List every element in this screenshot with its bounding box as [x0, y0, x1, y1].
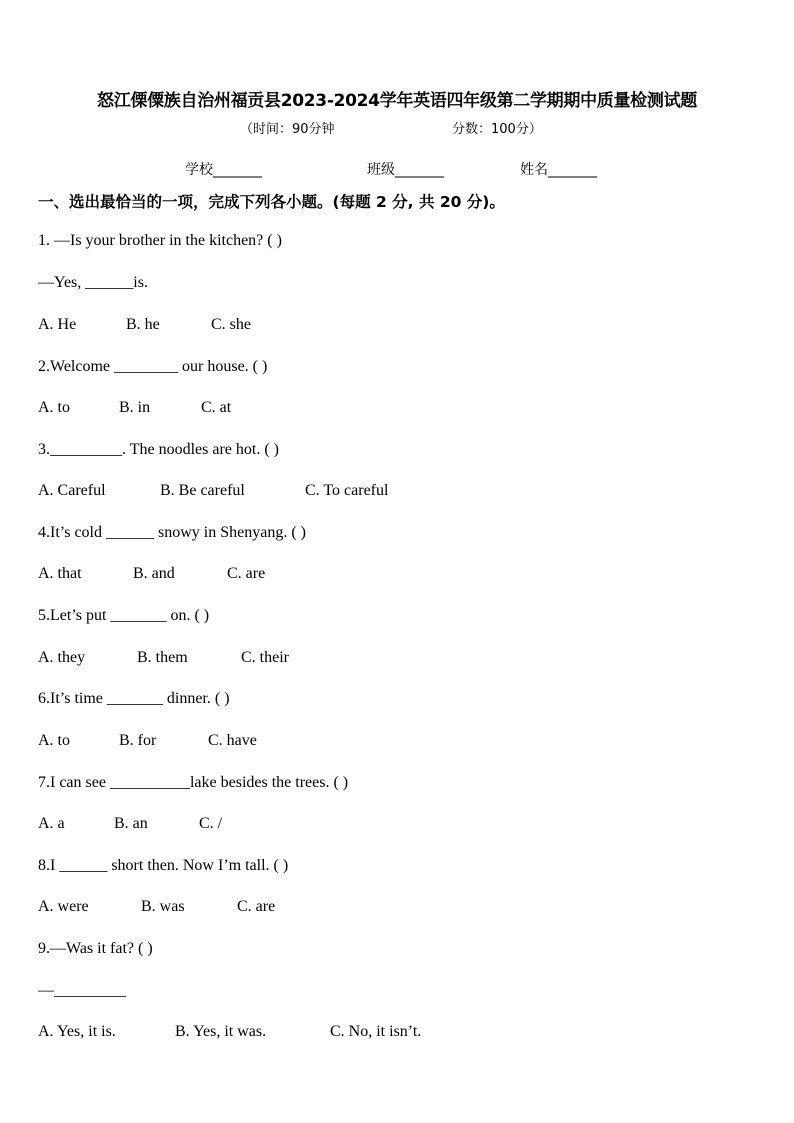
question-7-stem: 7.I can see __________lake besides the trees. ( ) [38, 774, 349, 791]
exam-score: 分数：100分） [452, 122, 542, 137]
option-b: B. was [141, 898, 185, 915]
option-b: B. for [119, 732, 157, 749]
question-2-stem: 2.Welcome ________ our house. ( ) [38, 358, 268, 375]
question-6-stem: 6.It’s time _______ dinner. ( ) [38, 690, 230, 707]
option-c: C. are [237, 898, 276, 915]
name-field: 姓名_______ [520, 162, 597, 178]
exam-title: 怒江傈僳族自治州福贡县2023-2024学年英语四年级第二学期期中质量检测试题 [97, 91, 697, 111]
option-c: C. To careful [305, 482, 389, 499]
question-2-options [38, 399, 231, 417]
option-b: B. in [119, 399, 151, 416]
option-b: B. Be careful [160, 482, 245, 499]
option-b: B. he [126, 316, 160, 333]
question-3-stem: 3._________. The noodles are hot. ( ) [38, 441, 279, 458]
question-5-stem: 5.Let’s put _______ on. ( ) [38, 607, 210, 624]
question-1-response: —Yes, ______is. [38, 274, 148, 291]
option-c: C. No, it isn’t. [330, 1023, 422, 1040]
question-9-options [38, 1023, 421, 1041]
option-a: A. a [38, 815, 65, 832]
question-8-options [38, 898, 275, 916]
question-4-stem: 4.It’s cold ______ snowy in Shenyang. ( ) [38, 524, 306, 541]
option-a: A. they [38, 649, 86, 666]
option-c: C. at [201, 399, 232, 416]
option-a: A. Careful [38, 482, 106, 499]
question-6-options [38, 732, 257, 750]
section-title: 一、选出最恰当的一项，完成下列各小题。(每题 2 分, 共 20 分)。 [38, 193, 505, 211]
option-a: A. Yes, it is. [38, 1023, 116, 1040]
exam-subtitle [0, 118, 794, 138]
option-b: B. and [133, 565, 175, 582]
question-7-options [38, 815, 222, 833]
question-5-options [38, 649, 289, 667]
question-1-options [38, 316, 251, 334]
question-3-options [38, 482, 388, 500]
exam-time: （时间：90分钟 [240, 122, 335, 137]
student-info [0, 159, 794, 181]
option-b: B. an [114, 815, 148, 832]
question-1-stem: 1. —Is your brother in the kitchen? ( ) [38, 232, 282, 249]
option-a: A. were [38, 898, 89, 915]
question-8-stem: 8.I ______ short then. Now I’m tall. ( ) [38, 857, 289, 874]
option-a: A. to [38, 399, 70, 416]
option-a: A. that [38, 565, 82, 582]
class-field: 班级_______ [367, 162, 444, 178]
option-a: A. He [38, 316, 77, 333]
option-c: C. she [211, 316, 251, 333]
option-b: B. Yes, it was. [175, 1023, 267, 1040]
question-9-stem: 9.—Was it fat? ( ) [38, 940, 153, 957]
option-c: C. are [227, 565, 266, 582]
school-field: 学校_______ [185, 162, 262, 178]
question-9-response: —_________ [38, 982, 126, 999]
question-4-options [38, 565, 265, 583]
option-a: A. to [38, 732, 70, 749]
option-c: C. their [241, 649, 289, 666]
option-c: C. have [208, 732, 257, 749]
option-c: C. / [199, 815, 223, 832]
option-b: B. them [137, 649, 188, 666]
